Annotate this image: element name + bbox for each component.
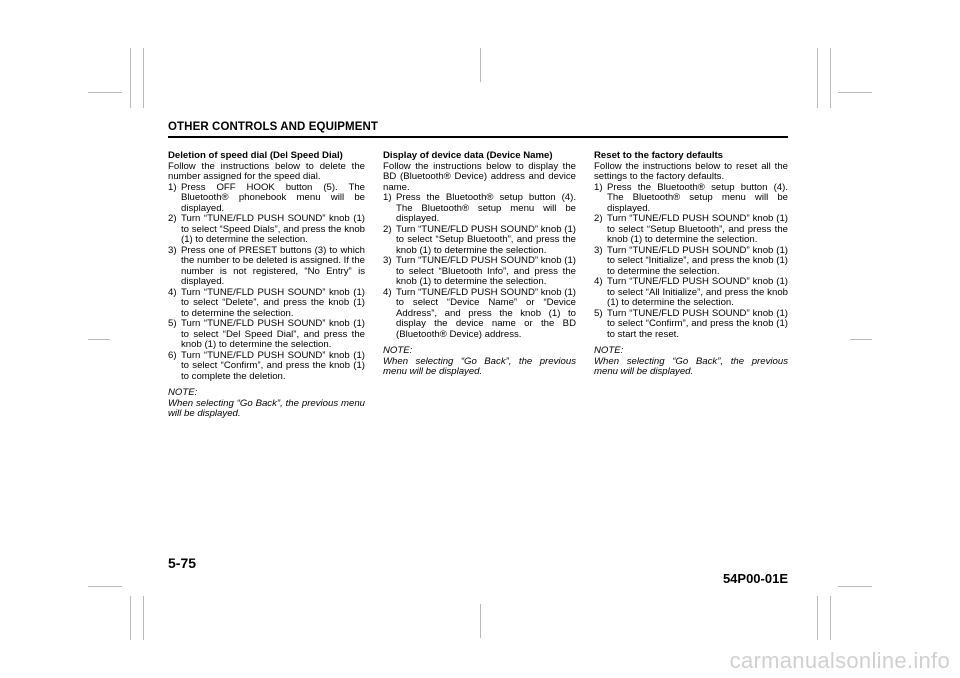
crop-mark (88, 586, 122, 587)
step-text: Turn “TUNE/FLD PUSH SOUND” knob (1) to select “All Initialize”, and press the knob (1) to determine the selection. (607, 276, 788, 308)
step-text: Turn “TUNE/FLD PUSH SOUND” knob (1) to select “Device Name” or “Device Address”, and press the knob (1) to display the device name or the BD (Bluetooth® Device) address. (396, 286, 576, 340)
note-label: NOTE: (383, 345, 413, 356)
watermark: carmanualsonline.info (729, 648, 950, 673)
note (383, 346, 576, 378)
crop-mark (130, 48, 131, 108)
section-title: OTHER CONTROLS AND EQUIPMENT (168, 121, 379, 133)
column-intro: Follow the instructions below to reset all the settings to the factory defaults. (594, 160, 788, 182)
step-text: Turn “TUNE/FLD PUSH SOUND” knob (1) to select “Initialize”, and press the knob (1) to determine the selection. (607, 244, 788, 277)
crop-mark (88, 339, 110, 340)
list-item (594, 246, 788, 278)
column-device-data (383, 151, 576, 378)
list-item (594, 183, 788, 215)
list-item (168, 246, 365, 288)
step-text: Turn “TUNE/FLD PUSH SOUND” knob (1) to select “Del Speed Dial”, and press the knob (1) to determine the selection. (181, 318, 365, 350)
document-code: 54P00-01E (722, 571, 788, 586)
crop-mark (850, 339, 872, 340)
crop-mark (130, 596, 131, 640)
column-intro: Follow the instructions below to delete the number assigned for the speed dial. (168, 160, 365, 182)
note-label: NOTE: (168, 387, 198, 398)
step-number: 1) (594, 181, 603, 193)
note-label: NOTE: (594, 345, 624, 356)
header-rule (168, 136, 788, 138)
crop-mark (817, 48, 818, 108)
crop-mark (143, 596, 144, 640)
step-number: 5) (168, 318, 177, 329)
step-number: 2) (594, 213, 603, 224)
step-text: Turn “TUNE/FLD PUSH SOUND” knob (1) to select “Speed Dials”, and press the knob (1) to determine the selection. (181, 213, 365, 245)
steps-list (168, 183, 365, 383)
list-item (383, 288, 576, 341)
step-text: Press the Bluetooth® setup button (4). The Bluetooth® setup menu will be displayed. (607, 181, 788, 214)
step-number: 5) (594, 307, 603, 319)
column-heading: Display of device data (Device Name) (383, 150, 553, 161)
list-item (168, 351, 365, 383)
step-text: Turn “TUNE/FLD PUSH SOUND” knob (1) to select “Confirm”, and press the knob (1) to complete the deletion. (181, 349, 365, 382)
list-item (594, 214, 788, 246)
step-number: 3) (594, 244, 603, 256)
step-text: Turn “TUNE/FLD PUSH SOUND” knob (1) to select “Setup Bluetooth”, and press the knob (1) to determine the selection. (396, 223, 576, 256)
crop-mark (830, 596, 831, 640)
steps-list (383, 193, 576, 340)
step-number: 4) (594, 276, 603, 287)
note (594, 346, 788, 378)
note-text: When selecting “Go Back”, the previous menu will be displayed. (594, 355, 788, 377)
column-heading: Reset to the factory defaults (594, 150, 724, 161)
column-speed-dial-deletion (168, 151, 365, 420)
note (168, 388, 365, 420)
step-text: Turn “TUNE/FLD PUSH SOUND” knob (1) to select “Bluetooth Info”, and press the knob (1) to determine the selection. (396, 255, 576, 287)
list-item (168, 288, 365, 320)
step-text: Turn “TUNE/FLD PUSH SOUND” knob (1) to select “Confirm”, and press the knob (1) to start the reset. (607, 307, 788, 340)
step-number: 2) (168, 213, 177, 224)
crop-mark (480, 604, 481, 638)
note-text: When selecting “Go Back”, the previous menu will be displayed. (383, 355, 576, 377)
step-text: Turn “TUNE/FLD PUSH SOUND” knob (1) to select “Delete”, and press the knob (1) to determine the selection. (181, 286, 365, 319)
step-number: 3) (168, 244, 177, 256)
step-number: 1) (383, 192, 392, 203)
list-item (168, 319, 365, 351)
page-number: 5-75 (168, 555, 197, 571)
list-item (383, 193, 576, 225)
list-item (168, 183, 365, 215)
list-item (383, 225, 576, 257)
crop-mark (838, 92, 872, 93)
crop-mark (88, 92, 122, 93)
list-item (168, 214, 365, 246)
step-number: 4) (168, 286, 177, 298)
step-text: Press one of PRESET buttons (3) to which the number to be deleted is assigned. If the number is not registered, “No Entry” is displayed. (181, 244, 366, 287)
crop-mark (830, 48, 831, 108)
crop-mark (817, 596, 818, 640)
column-intro: Follow the instructions below to display the BD (Bluetooth® Device) address and device name. (383, 160, 576, 193)
step-number: 4) (383, 286, 392, 298)
crop-mark (480, 48, 481, 82)
note-text: When selecting “Go Back”, the previous menu will be displayed. (168, 397, 365, 419)
step-text: Press OFF HOOK button (5). The Bluetooth® phonebook menu will be displayed. (181, 181, 365, 214)
list-item (594, 309, 788, 341)
step-text: Turn “TUNE/FLD PUSH SOUND” knob (1) to select “Setup Bluetooth”, and press the knob (1) to determine the selection. (607, 213, 788, 245)
step-number: 1) (168, 181, 177, 193)
crop-mark (838, 586, 872, 587)
list-item (594, 277, 788, 309)
column-heading: Deletion of speed dial (Del Speed Dial) (168, 150, 343, 161)
step-text: Press the Bluetooth® setup button (4). The Bluetooth® setup menu will be displayed. (396, 192, 576, 224)
step-number: 2) (383, 223, 392, 235)
steps-list (594, 183, 788, 341)
crop-mark (143, 48, 144, 108)
list-item (383, 256, 576, 288)
step-number: 3) (383, 255, 392, 266)
column-factory-reset (594, 151, 788, 378)
step-number: 6) (168, 349, 177, 361)
